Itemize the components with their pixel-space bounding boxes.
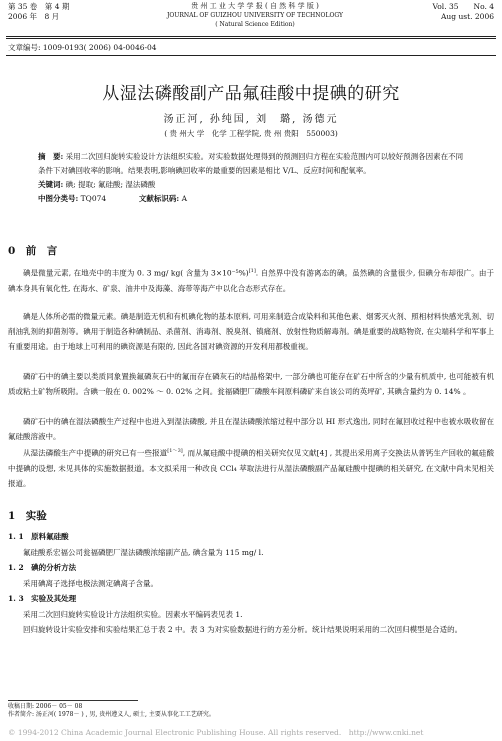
section-heading-intro: 0 前 言 xyxy=(8,245,58,257)
doc-code: A xyxy=(181,194,188,203)
paper-title: 从湿法磷酸副产品氟硅酸中提碘的研究 xyxy=(102,84,400,104)
volume-issue-cn: 第 35 卷 第 4 期 xyxy=(8,2,70,11)
paragraph-1 xyxy=(8,264,494,296)
date-en: Aug ust. 2006 xyxy=(441,12,494,21)
header-rule-2 xyxy=(6,38,496,39)
clc-label: 中图分类号: xyxy=(38,194,79,203)
header-right xyxy=(433,2,494,22)
paragraph-9: 回归旋转设计实验安排和实验结果汇总于表 2 中。表 3 为对实验数据进行的方差分析。统计结果说明采用的二次回归模型是合适的。 xyxy=(23,625,463,634)
subsection-heading-1-3: 1. 3 实验及其处理 xyxy=(8,594,77,603)
clc-code: TQ074 xyxy=(80,194,107,203)
article-rule xyxy=(6,55,496,56)
journal-name-cn: 贵 州 工 业 大 学 学 报 ( 自 然 科 学 版 ) xyxy=(191,2,319,10)
paragraph-6: 氟硅酸系宏福公司瓮福磷肥厂湿法磷酸浓缩副产品, 碘含量为 115 mg/ l. xyxy=(23,548,264,557)
volume-issue-en: Vol. 35 No. 4 xyxy=(432,2,494,11)
footnote xyxy=(8,703,494,719)
journal-name-en: JOURNAL OF GUIZHOU UNIVERSITY OF TECHNOLOGY xyxy=(166,12,344,19)
doc-code-label: 文献标识码: xyxy=(138,194,180,203)
p5-citation: [1～3] xyxy=(167,448,183,454)
abstract-text: 采用二次回归旋转实验设计方法组织实验。对实验数据处理得到的预测回归方程在实验范围内可以较好预测各因素在不同条件下对碘回收率的影响。结果表明,影响碘回收率的最重要的因素是相比 V/L、反应时间和配氧率。 xyxy=(38,152,464,175)
paragraph-2: 碘是人体所必需的微量元素。碘是制造无机和有机碘化物的基本原料, 可用来制造合成染料和其他色素、烟雾灭火剂、照相材料快感光乳剂、切削油乳剂的抑菌剂等。碘用于制造各种碘制品、杀菌剂、消毒剂、脱臭剂、镇痛剂、放射性物质解毒剂。碘是重要的战略物资, 在尖端科学和军事上有重要用途。由于地球上可利用的碘资源是有限的, 因此各国对碘资源的开发利用都极重视。 xyxy=(8,312,494,351)
p5-text: 从湿法磷酸生产中提碘的研究已有一些报道 xyxy=(23,448,168,458)
section-heading-experiment: 1 实验 xyxy=(8,510,47,522)
copyright-watermark: © 1994-2012 China Academic Journal Electronic Publishing House. All rights reserved. http://www.cnki.net xyxy=(8,728,424,737)
keywords xyxy=(38,178,466,192)
page-header xyxy=(0,0,502,38)
classification xyxy=(38,192,466,206)
header-left xyxy=(8,2,69,22)
paper-authors: 汤正河, 孙纯国, 刘 璐, 汤德元 xyxy=(163,114,339,125)
abstract-label: 摘 要: xyxy=(38,152,64,161)
paragraph-5 xyxy=(8,444,494,491)
p1-text: 碘是微量元素, 在地壳中的丰度为 0. 3 mg/ kg( 含量为 3×10⁻⁵%) xyxy=(23,268,249,278)
abstract-block xyxy=(38,150,466,206)
paragraph-7: 采用碘离子选择电极法测定碘离子含量。 xyxy=(23,579,158,588)
header-journal xyxy=(120,2,390,29)
paragraph-8: 采用二次回归旋转实验设计方法组织实验。因素水平编码表见表 1. xyxy=(23,610,243,619)
p5-text-cont: , 而从氟硅酸中提碘的相关研究仅见文献[4] , 其提出采用离子交换法从普钙生产回收的氟硅酸中提碘的设想, 未见具体的实施数据报道。本文拟采用一种改良 CCl₄ 萃取法进行从湿法磷酸副产品氟硅酸中提碘的相关研究, 在文献中尚未见相关报道。 xyxy=(8,448,495,488)
abstract xyxy=(38,150,466,178)
subsection-heading-1-2: 1. 2 碘的分析方法 xyxy=(8,563,77,572)
keywords-text: 碘; 提取; 氟硅酸; 湿法磷酸 xyxy=(65,180,156,189)
paragraph-4: 磷矿石中的碘在湿法磷酸生产过程中也进入到湿法磷酸, 并且在湿法磷酸浓缩过程中部分以 HI 形式逸出, 同时在氟回收过程中也被水吸收留在氟硅酸溶液中。 xyxy=(8,417,494,441)
paragraph-3: 磷矿石中的碘主要以类质同象置换氟磷灰石中的氟而存在磷灰石的结晶格架中, 一部分碘也可能存在矿石中所含的少量有机质中, 也可能被有机质或粘土矿物所吸附。含碘一般在 0. 002% ～ 0. 02% 之间。瓮福磷肥厂磷酸车间原料磷矿来自该公司的英坪矿, 其碘含量约为 0. 14% 。 xyxy=(8,372,494,396)
footnote-author-bio: 作者简介: 汤正河( 1978－ ) , 男, 贵州遵义人, 硕士, 主要从事化工工艺研究。 xyxy=(8,711,215,718)
header-rule xyxy=(6,36,496,37)
date-cn: 2006 年 8 月 xyxy=(8,12,60,21)
footnote-received: 收稿日期: 2006－ 05－ 08 xyxy=(8,703,83,710)
journal-edition-en: ( Natural Science Edition) xyxy=(215,21,295,28)
footnote-rule xyxy=(8,700,138,701)
p1-citation: [1] xyxy=(248,268,256,274)
p1-text-cont: . 自然界中没有游离态的碘。虽然碘的含量很少, 但碘分布却很广。由于碘本身具有氧化性, 在海水、矿泉、油井中及海藻、海带等海产中以化合态形式存在。 xyxy=(8,268,494,293)
keywords-label: 关键词: xyxy=(38,180,64,189)
article-number: 文章编号: 1009-0193( 2006) 04-0046-04 xyxy=(8,43,157,52)
paper-affiliation: ( 贵 州大 学 化学 工程学院, 贵 州 贵阳 550003) xyxy=(164,129,338,138)
subsection-heading-1-1: 1. 1 原料氟硅酸 xyxy=(8,532,69,541)
